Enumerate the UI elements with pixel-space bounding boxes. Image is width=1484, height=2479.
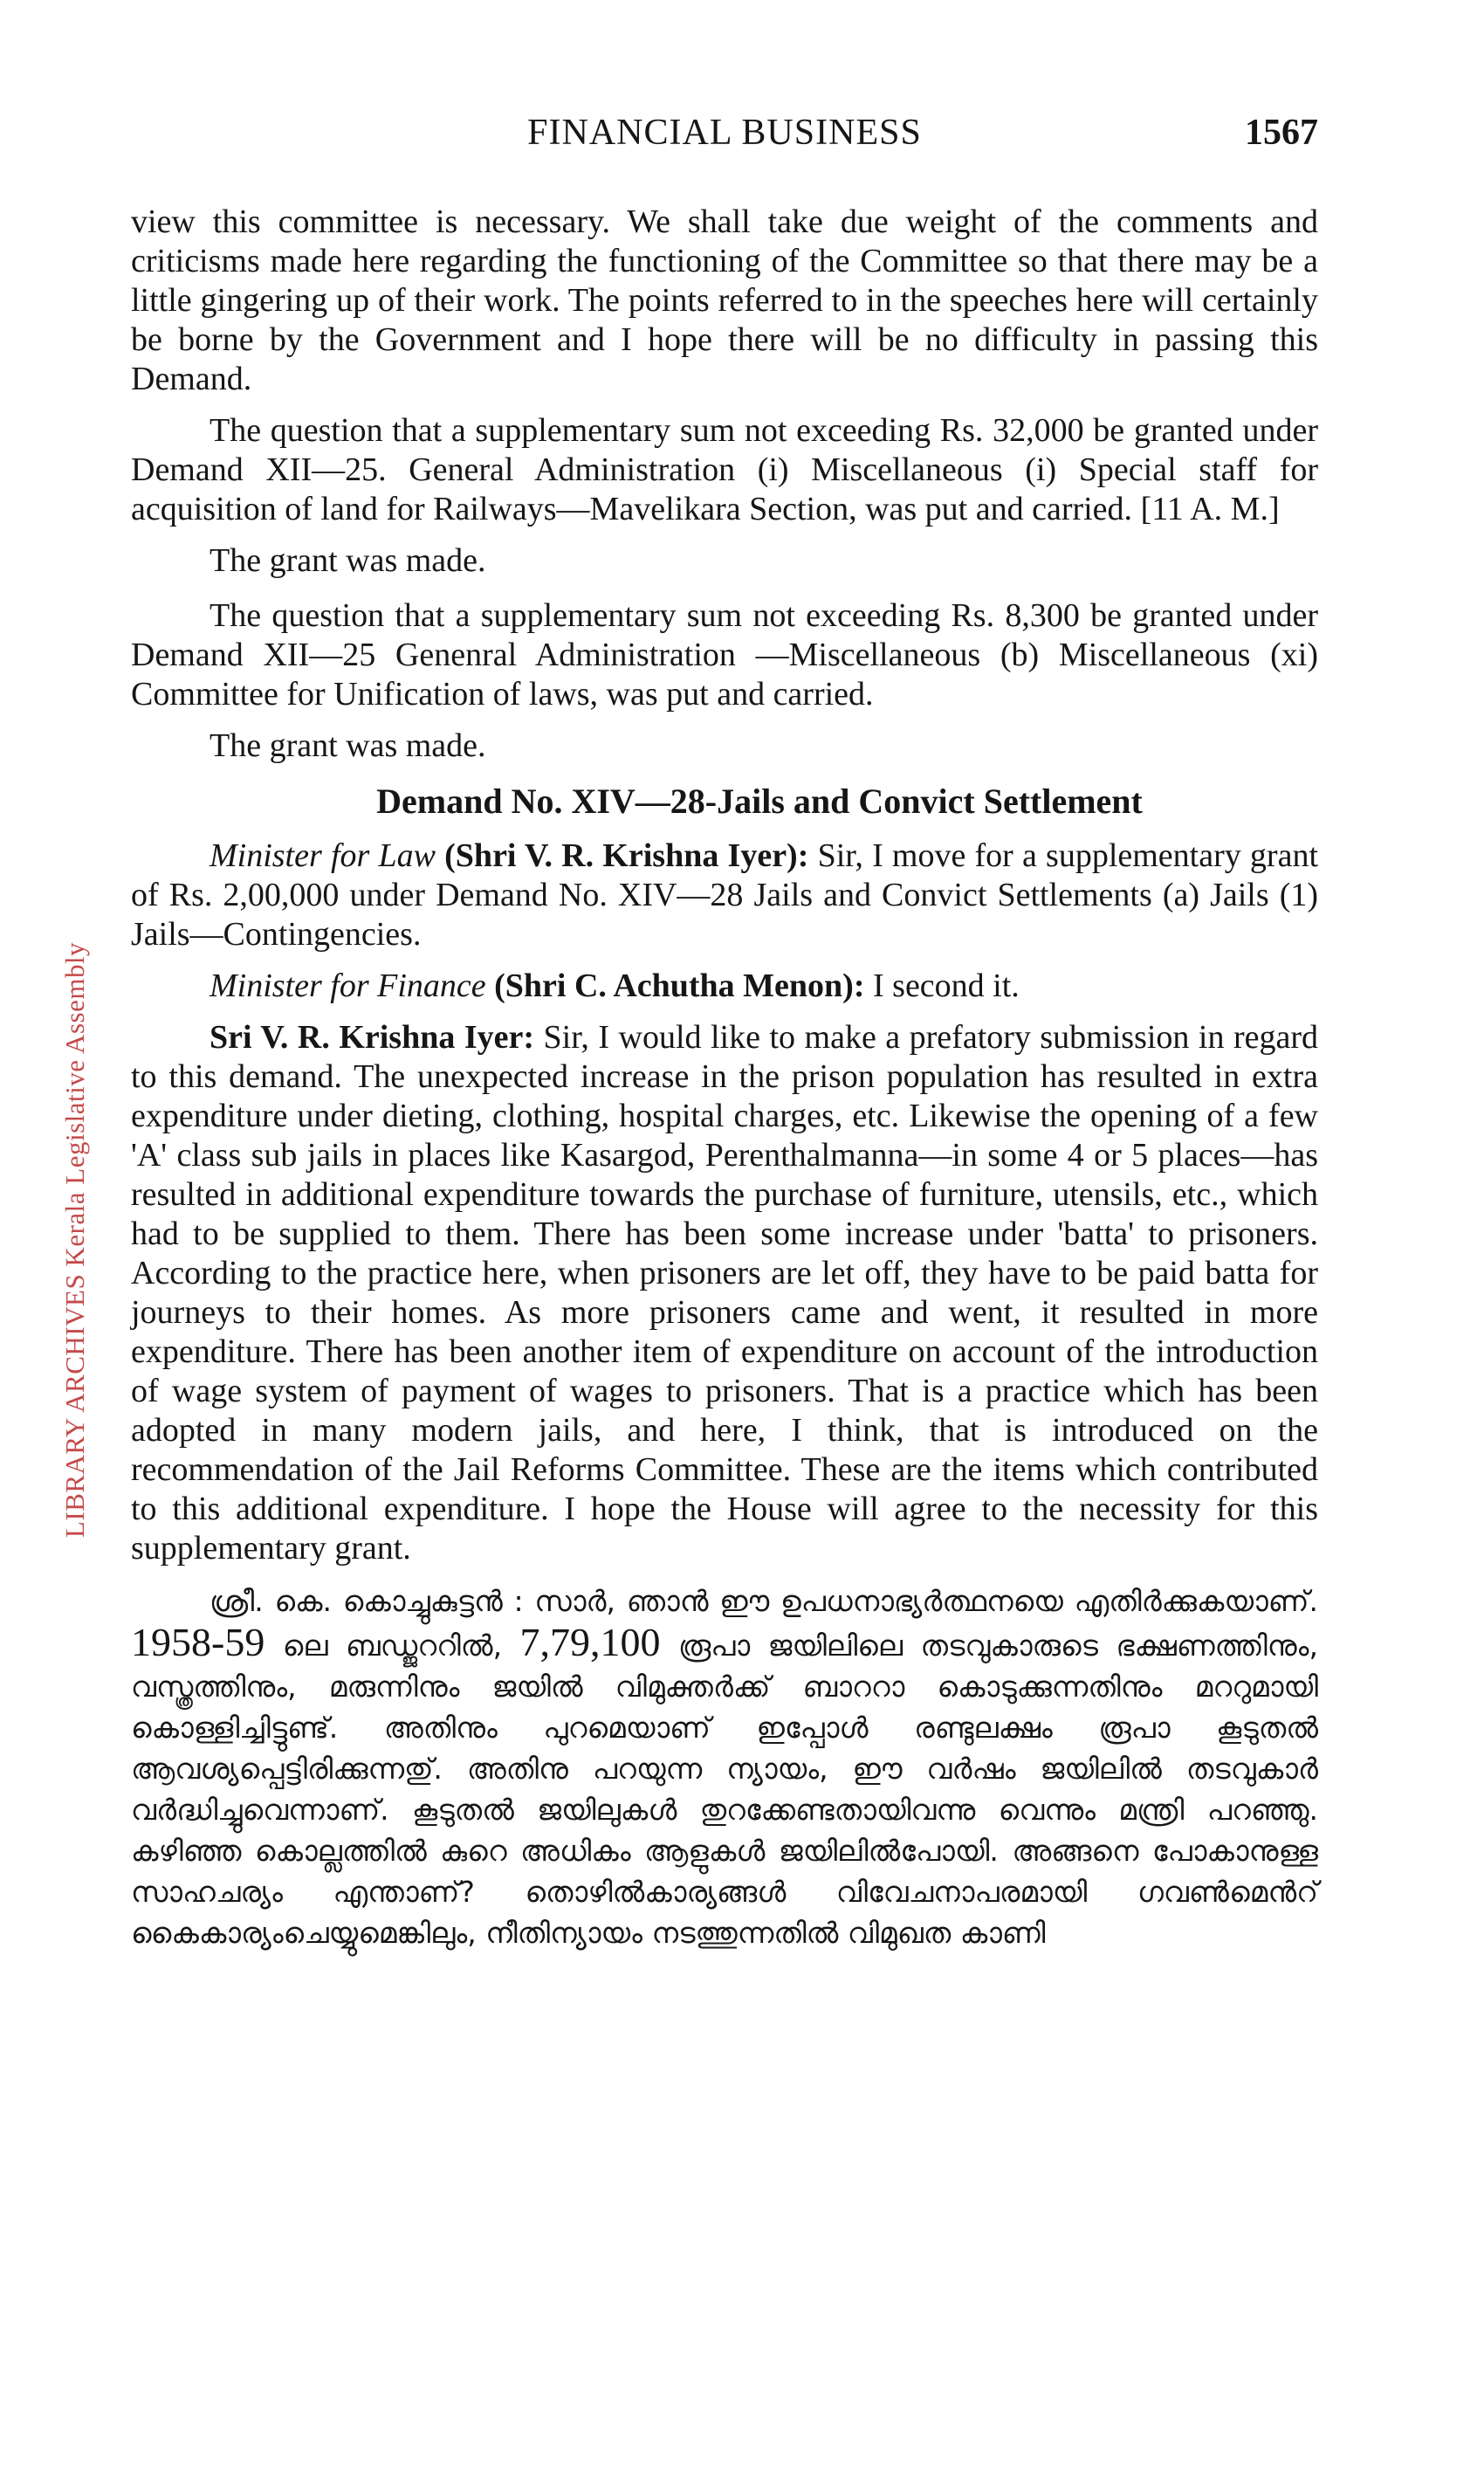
speech-text: ലെ ബഡ്ജററിൽ, [282,1629,503,1663]
section-heading: Demand No. XIV—28-Jails and Convict Settlement [376,782,1143,821]
paragraph: The grant was made. [210,727,486,764]
paragraph: The question that a supplementary sum not exceeding Rs. 8,300 be granted under Demand XII—25 Genenral Administration —Miscellaneous (b) Miscellaneous (xi) Committee for Unification of laws, was put and carried. [131,597,1318,713]
time-marker: [11 A. M.] [1140,491,1280,527]
speech-text: Sir, I move for a supplementary grant of Rs. 2,00,000 under Demand No. XIV—28 Jails and Convict Settlements (a) Jails (1) Jails—Contingencies. [131,837,1319,953]
paragraph-text: The question that a supplementary sum not exceeding Rs. 32,000 be granted under Demand XII—25. General Administration (i) Miscellaneous (i) Special staff for acquisition of land for Railways—Mavelikara Section, was put and carried. [131,412,1318,527]
speech-paragraph [131,1018,1318,1568]
speaker-name: (Shri V. R. Krishna Iyer): [444,837,809,874]
speech-text: I second it. [873,967,1020,1004]
speaker-role: Minister for Finance [210,967,486,1004]
speech-text: രൂപാ ജയിലിലെ തടവുകാരുടെ ഭക്ഷണത്തിനും, വസ്ത്രത്തിനും, മരുന്നിനും ജയിൽ വിമുക്തർക്ക് ബാററാ കൊടുക്കുന്നതിനും മററുമായി കൊള്ളിച്ചിട്ടുണ്ട്. അതിനും പുറമെയാണ് ഇപ്പോൾ രണ്ടുലക്ഷം രൂപാ കൂടുതൽ ആവശ്യപ്പെട്ടിരിക്കുന്നതു്. അതിനു പറയുന്ന ന്യായം, ഈ വർഷം ജയിലിൽ തടവുകാർ വർദ്ധിച്ചുവെന്നാണ്. കൂടുതൽ ജയിലുകൾ തുറക്കേണ്ടതായിവന്നു വെന്നും മന്ത്രി പറഞ്ഞു. കഴിഞ്ഞ കൊല്ലത്തിൽ കുറെ അധികം ആളുകൾ ജയിലിൽപോയി. അങ്ങനെ പോകാനുള്ള സാഹചര്യം എന്താണ്? തൊഴിൽകാര്യങ്ങൾ വിവേചനാപരമായി ഗവൺമെൻറ് കൈകാര്യംചെയ്യുമെങ്കിലും, നീതിന്യായം നടത്തുന്നതിൽ വിമുഖത കാണി [131,1629,1318,1950]
speech-text: Sir, I would like to make a prefatory submission in regard to this demand. The unexpected increase in the prison population has resulted in extra expenditure under dieting, clothing, hospital charges, etc. Likewise the opening of a few 'A' class sub jails in places like Kasargod, Perenthalmanna—in some 4 or 5 places—has resulted in additional expenditure towards the purchase of furniture, utensils, etc., which had to be supplied to them. There has been some increase under 'batta' to prisoners. According to the practice here, when prisoners are let off, they have to be paid batta for journeys to their homes. As more prisoners came and went, it resulted in more expenditure. There has been another item of expenditure on account of the introduction of wage system of payment of wages to prisoners. That is a practice which has been adopted in many modern jails, and here, I think, that is introduced on the recommendation of the Jail Reforms Committee. These are the items which contributed to this additional expenditure. I hope the House will agree to the necessity for this supplementary grant. [131,1019,1319,1567]
speaker-name: (Shri C. Achutha Menon): [494,967,865,1004]
page-header [131,112,1318,164]
page-number: 1567 [1245,113,1318,153]
budget-amount: 7,79,100 [519,1620,661,1664]
paragraph: view this committee is necessary. We shall take due weight of the comments and criticisms made here regarding the functioning of the Committee so that there may be a little gingering up of their work. The points referred to in the speeches here will certainly be borne by the Government and I hope there will be no difficulty in passing this Demand. [131,203,1318,397]
speaker-role: Minister for Law [210,837,436,874]
malayalam-speech-paragraph [131,1580,1318,1953]
speech-paragraph [131,837,1318,954]
speaker-name: Sri V. R. Krishna Iyer: [210,1019,535,1056]
running-title: FINANCIAL BUSINESS [527,113,922,153]
paragraph: The grant was made. [210,542,486,579]
paragraph [131,411,1318,529]
speaker-name: ശ്രീ. കെ. കൊച്ചുകുട്ടൻ : [210,1584,524,1618]
page-body [131,203,1318,1966]
archive-watermark [58,873,93,1607]
archive-watermark-text: LIBRARY ARCHIVES Kerala Legislative Assembly [59,941,90,1539]
speech-paragraph [131,967,1318,1006]
speech-text: സാർ, ഞാൻ ഈ ഉപധനാഭ്യർത്ഥനയെ എതിർക്കുകയാണ്. [534,1584,1318,1618]
budget-year: 1958-59 [131,1620,265,1664]
